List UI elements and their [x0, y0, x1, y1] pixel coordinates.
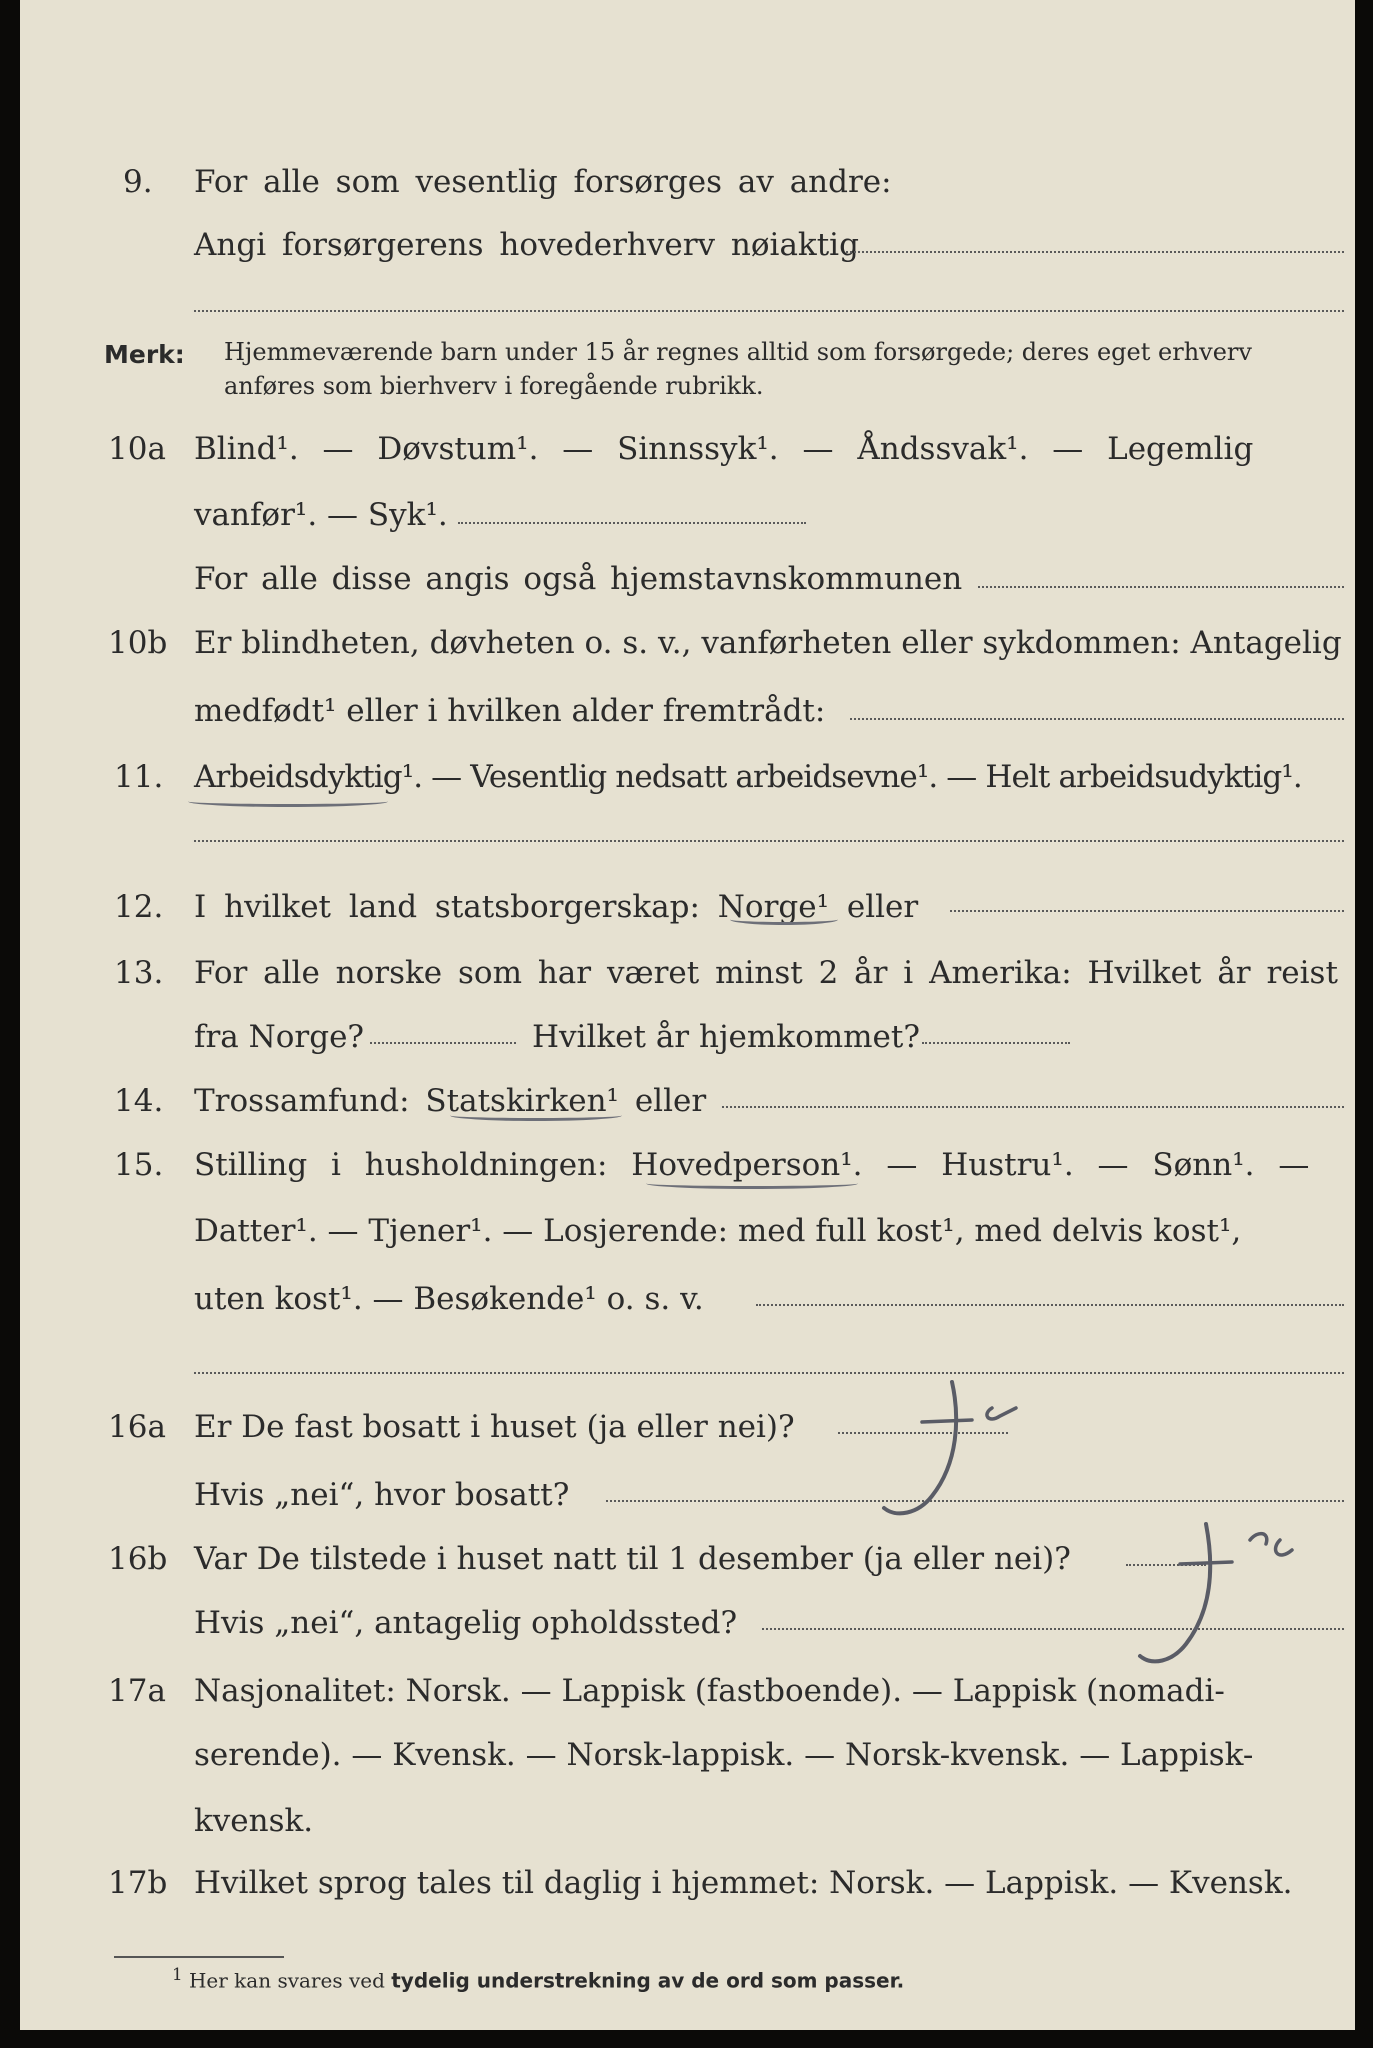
underline-arbeidsdyktig — [188, 796, 388, 807]
q15-answer-line-2 — [194, 1372, 1344, 1374]
q17b-line1: Hvilket sprog tales til daglig i hjemmet: Norsk. — Lappisk. — Kvensk. — [194, 1865, 1293, 1901]
q9-line1: For alle som vesentlig forsørges av andre: — [194, 164, 892, 200]
q16a-line2: Hvis „nei“, hvor bosatt? — [194, 1477, 570, 1513]
q16b-opholdssted-line — [762, 1628, 1344, 1630]
q10a-line1: Blind¹. — Døvstum¹. — Sinnssyk¹. — Åndssvak¹. — Legemlig — [194, 431, 1254, 467]
q10b-line1: Er blindheten, døvheten o. s. v., vanførheten eller sykdommen: Antagelig — [194, 625, 1342, 661]
q17a-line1: Nasjonalitet: Norsk. — Lappisk (fastboende). — Lappisk (nomadi- — [194, 1673, 1225, 1709]
item-number-17b: 17b — [108, 1865, 168, 1901]
q14-answer-line — [722, 1106, 1344, 1108]
item-number-17a: 17a — [108, 1673, 166, 1709]
q17a-line3: kvensk. — [194, 1803, 314, 1839]
merk-label: Merk: — [104, 340, 185, 369]
q9-answer-line — [846, 251, 1344, 253]
item-number-14: 14. — [114, 1083, 164, 1119]
footnote — [172, 1965, 904, 1993]
q9-line2: Angi forsørgerens hovederhverv nøiaktig — [194, 227, 859, 263]
q10a-line3: For alle disse angis også hjemstavnskommunen — [194, 561, 963, 597]
q16b-answer-line — [1126, 1564, 1206, 1566]
q15-answer-line — [756, 1304, 1344, 1306]
handwritten-answer-16b — [1100, 1500, 1340, 1680]
q13-hjemkommet-line — [922, 1042, 1070, 1044]
q10b-line2: medfødt¹ eller i hvilken alder fremtrådt: — [194, 693, 826, 729]
q9-answer-line-2 — [194, 310, 1344, 312]
q16b-line2: Hvis „nei“, antagelig opholdssted? — [194, 1605, 738, 1641]
item-number-9: 9. — [123, 164, 153, 200]
footnote-bold: tydelig understrekning av de ord som passer. — [391, 1968, 905, 1993]
q15-line3: uten kost¹. — Besøkende¹ o. s. v. — [194, 1281, 704, 1317]
handwritten-answer-16a — [840, 1368, 1060, 1528]
q15-line2: Datter¹. — Tjener¹. — Losjerende: med full kost¹, med delvis kost¹, — [194, 1213, 1242, 1249]
item-number-11: 11. — [114, 759, 164, 795]
item-number-16a: 16a — [108, 1409, 166, 1445]
item-number-10a: 10a — [108, 431, 166, 467]
underline-statskirken — [450, 1110, 622, 1121]
q11-line1: Arbeidsdyktig¹. — Vesentlig nedsatt arbeidsevne¹. — Helt arbeidsudyktig¹. — [194, 759, 1302, 795]
footnote-mark: 1 — [172, 1965, 183, 1984]
q17a-line2: serende). — Kvensk. — Norsk-lappisk. — Norsk-kvensk. — Lappisk- — [194, 1737, 1254, 1773]
q11-answer-line — [194, 840, 1344, 842]
q10b-answer-line — [850, 718, 1344, 720]
item-number-12: 12. — [114, 889, 164, 925]
q10a-answer-line — [458, 522, 806, 524]
q13-line2a: fra Norge? — [194, 1019, 365, 1055]
q12-line1: I hvilket land statsborgerskap: Norge¹ eller — [194, 889, 919, 925]
q15-line1: Stilling i husholdningen: Hovedperson¹. — Hustru¹. — Sønn¹. — — [194, 1147, 1310, 1183]
underline-hovedperson — [646, 1178, 858, 1189]
item-number-15: 15. — [114, 1147, 164, 1183]
q16a-bosatt-line — [606, 1500, 1344, 1502]
footnote-separator — [114, 1956, 284, 1958]
q10a-hjemstavn-line — [978, 586, 1344, 588]
item-number-10b: 10b — [108, 625, 168, 661]
item-number-16b: 16b — [108, 1541, 168, 1577]
census-form-page — [20, 0, 1355, 2030]
q16b-line1: Var De tilstede i huset natt til 1 desember (ja eller nei)? — [194, 1541, 1071, 1577]
q13-reist-line — [370, 1042, 516, 1044]
footnote-prefix: Her kan svares ved — [188, 1968, 385, 1993]
q10a-line2: vanfør¹. — Syk¹. — [194, 497, 448, 533]
merk-line1: Hjemmeværende barn under 15 år regnes alltid som forsørgede; deres eget erhverv — [224, 338, 1252, 366]
underline-norge — [730, 914, 838, 925]
q14-line1: Trossamfund: Statskirken¹ eller — [194, 1083, 707, 1119]
q16a-answer-line — [838, 1432, 1008, 1434]
q12-answer-line — [950, 910, 1344, 912]
q13-line2b: Hvilket år hjemkommet? — [532, 1019, 920, 1055]
q16a-line1: Er De fast bosatt i huset (ja eller nei)? — [194, 1409, 795, 1445]
item-number-13: 13. — [114, 955, 164, 991]
merk-line2: anføres som bierhverv i foregående rubrikk. — [224, 372, 764, 400]
q13-line1: For alle norske som har været minst 2 år i Amerika: Hvilket år reist — [194, 955, 1338, 991]
